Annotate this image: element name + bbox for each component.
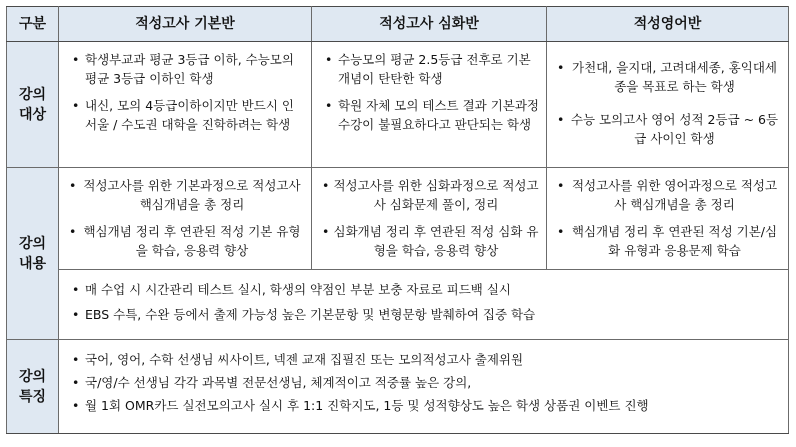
content-common-item: • 매 수업 시 시간관리 테스트 실시, 학생의 약점인 부분 보충 자료로 피드백 실시 — [69, 280, 782, 299]
features-label-line1: 강의 — [18, 368, 47, 385]
content-basic-item: • 핵심개념 정리 후 연관된 적성 기본 유형을 학습, 응용력 향상 — [69, 222, 305, 260]
content-advanced-item: • 적성고사를 위한 심화과정으로 적성고사 심화문제 풀이, 정리 — [322, 176, 540, 214]
features-item: • 국어, 영어, 수학 선생님 씨사이트, 넥젠 교재 집필진 또는 모의적성고사 출제위원 — [69, 350, 782, 369]
header-row — [7, 7, 789, 42]
features-label-line2: 특징 — [18, 388, 47, 405]
course-comparison-table — [6, 6, 789, 434]
course-table-container — [6, 6, 788, 440]
target-label — [7, 42, 59, 168]
target-advanced-item: • 수능모의 평균 2.5등급 전후로 기본 개념이 탄탄한 학생 — [322, 50, 540, 88]
target-english-item: • 가천대, 을지대, 고려대세종, 홍익대세종을 목표로 하는 학생 — [557, 58, 782, 96]
target-english-item: • 수능 모의고사 영어 성적 2등급 ~ 6등급 사이인 학생 — [557, 110, 782, 148]
content-label-line2: 내용 — [18, 255, 47, 272]
content-label-line1: 강의 — [18, 235, 47, 252]
content-english-item: • 적성고사를 위한 영어과정으로 적성고사 핵심개념을 총 정리 — [557, 176, 782, 214]
content-label — [7, 168, 59, 340]
content-basic-item: • 적성고사를 위한 기본과정으로 적성고사 핵심개념을 총 정리 — [69, 176, 305, 214]
features-item: • 국/영/수 선생님 각각 과목별 전문선생님, 체계적이고 적중률 높은 강의, — [69, 373, 782, 392]
content-advanced-cell — [312, 168, 547, 270]
header-advanced-class: 적성고사 심화반 — [312, 7, 547, 42]
features-label — [7, 340, 59, 434]
features-row — [7, 340, 789, 434]
content-row-common — [7, 270, 789, 340]
content-english-cell — [547, 168, 789, 270]
features-item: • 월 1회 OMR카드 실전모의고사 실시 후 1:1 진학지도, 1등 및 성적향상도 높은 학생 상품권 이벤트 진행 — [69, 396, 782, 415]
features-cell — [59, 340, 789, 434]
target-row — [7, 42, 789, 168]
content-row-specific — [7, 168, 789, 270]
header-english-class: 적성영어반 — [547, 7, 789, 42]
target-advanced-item: • 학원 자체 모의 테스트 결과 기본과정 수강이 불필요하다고 판단되는 학생 — [322, 96, 540, 134]
target-basic-cell — [59, 42, 312, 168]
content-common-cell — [59, 270, 789, 340]
content-basic-cell — [59, 168, 312, 270]
target-basic-item: • 내신, 모의 4등급이하이지만 반드시 인 서울 / 수도권 대학을 진학하려는 학생 — [69, 96, 305, 134]
content-advanced-item: • 심화개념 정리 후 연관된 적성 심화 유형을 학습, 응용력 향상 — [322, 222, 540, 260]
target-advanced-cell — [312, 42, 547, 168]
content-common-item: • EBS 수특, 수완 등에서 출제 가능성 높은 기본문항 및 변형문항 발췌하여 집중 학습 — [69, 305, 782, 324]
header-category: 구분 — [7, 7, 59, 42]
target-english-cell — [547, 42, 789, 168]
header-basic-class: 적성고사 기본반 — [59, 7, 312, 42]
target-label-line1: 강의 — [18, 86, 47, 103]
content-english-item: • 핵심개념 정리 후 연관된 적성 기본/심화 유형과 응용문제 학습 — [557, 222, 782, 260]
target-label-line2: 대상 — [18, 106, 47, 123]
target-basic-item: • 학생부교과 평균 3등급 이하, 수능모의 평균 3등급 이하인 학생 — [69, 50, 305, 88]
